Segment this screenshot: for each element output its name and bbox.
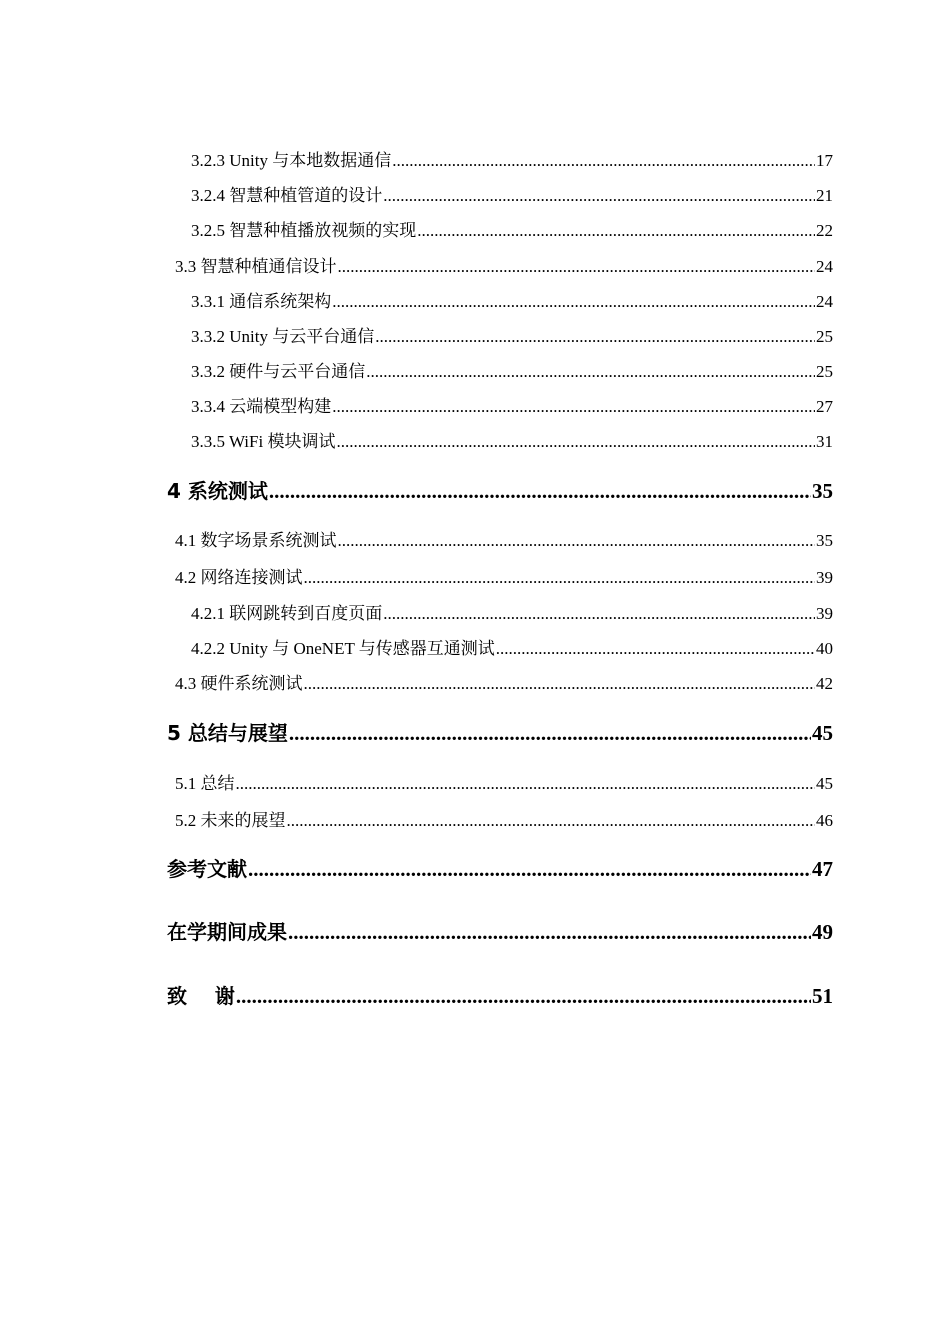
- toc-leader: [332, 292, 815, 312]
- toc-chapter-title: 在学期间成果: [167, 920, 287, 944]
- toc-entry[interactable]: [175, 563, 833, 588]
- toc-entry[interactable]: [191, 392, 833, 417]
- toc-entry[interactable]: [191, 634, 833, 659]
- toc-leader: [392, 151, 815, 171]
- toc-chapter-title: 参考文献: [167, 857, 247, 881]
- toc-page-number: 39: [816, 604, 833, 623]
- toc-leader: [338, 257, 816, 277]
- toc-page-number: 35: [816, 531, 833, 550]
- toc-leader: [304, 674, 816, 694]
- toc-entry-title: 4.2.1 联网跳转到百度页面: [191, 604, 383, 623]
- toc-entry[interactable]: [191, 357, 833, 382]
- toc-page-number: 24: [816, 292, 833, 311]
- toc-page-number: 46: [816, 811, 833, 830]
- toc-leader: [304, 568, 816, 588]
- toc-page-number: 42: [816, 674, 833, 693]
- toc-leader: [288, 920, 811, 945]
- toc-chapter[interactable]: [167, 475, 833, 504]
- toc-entry-title: 3.3.1 通信系统架构: [191, 292, 332, 311]
- toc-entry[interactable]: [175, 252, 833, 277]
- toc-entry-title: 5.1 总结: [175, 774, 235, 793]
- toc-leader: [375, 327, 815, 347]
- toc-page-number: 24: [816, 257, 833, 276]
- toc-entry-title: 3.3.2 硬件与云平台通信: [191, 362, 366, 381]
- toc-entry-title: 5.2 未来的展望: [175, 811, 286, 830]
- toc-entry[interactable]: [191, 427, 833, 452]
- toc-page-number: 51: [812, 984, 833, 1008]
- toc-page-number: 45: [816, 774, 833, 793]
- toc-entry-title: 3.2.3 Unity 与本地数据通信: [191, 151, 392, 170]
- toc-entry-title: 3.2.5 智慧种植播放视频的实现: [191, 221, 417, 240]
- toc-page-number: 45: [812, 721, 833, 745]
- toc-leader: [289, 721, 811, 746]
- toc-leader: [287, 811, 816, 831]
- toc-entry[interactable]: [175, 806, 833, 831]
- toc-entry[interactable]: [175, 669, 833, 694]
- toc-page-number: 31: [816, 432, 833, 451]
- toc-entry-title: 3.3.4 云端模型构建: [191, 397, 332, 416]
- toc-page-number: 22: [816, 221, 833, 240]
- toc-entry-title: 3.3 智慧种植通信设计: [175, 257, 337, 276]
- toc-entry[interactable]: [191, 599, 833, 624]
- toc-leader: [417, 221, 815, 241]
- toc-page-number: 40: [816, 639, 833, 658]
- toc-leader: [383, 186, 815, 206]
- toc-leader: [269, 479, 811, 504]
- toc-entry-title: 4.1 数字场景系统测试: [175, 531, 337, 550]
- toc-chapter[interactable]: [167, 717, 833, 746]
- toc-entry-title: 4.2.2 Unity 与 OneNET 与传感器互通测试: [191, 639, 495, 658]
- toc-entry-title: 3.3.2 Unity 与云平台通信: [191, 327, 375, 346]
- toc-page-number: 49: [812, 920, 833, 944]
- toc-entry[interactable]: [175, 769, 833, 794]
- toc-page-number: 35: [812, 479, 833, 503]
- toc-entry-title: 3.2.4 智慧种植管道的设计: [191, 186, 383, 205]
- toc-page-number: 39: [816, 568, 833, 587]
- toc-page-number: 25: [816, 362, 833, 381]
- toc-leader: [236, 774, 816, 794]
- toc-leader: [236, 984, 811, 1009]
- toc-leader: [338, 531, 816, 551]
- toc-page-number: 27: [816, 397, 833, 416]
- toc-leader: [366, 362, 815, 382]
- toc-entry-title: 3.3.5 WiFi 模块调试: [191, 432, 336, 451]
- toc-chapter-title: 致 谢: [167, 984, 235, 1008]
- toc-entry[interactable]: [191, 322, 833, 347]
- toc-chapter[interactable]: [167, 916, 833, 945]
- toc-page-number: 47: [812, 857, 833, 881]
- toc-leader: [496, 639, 815, 659]
- toc-leader: [248, 857, 811, 882]
- toc-entry[interactable]: [175, 526, 833, 551]
- toc-entry-title: 4.2 网络连接测试: [175, 568, 303, 587]
- toc-entry[interactable]: [191, 146, 833, 171]
- toc-page-number: 21: [816, 186, 833, 205]
- toc-leader: [332, 397, 815, 417]
- toc-chapter-title: 5 总结与展望: [167, 721, 288, 745]
- toc-entry-title: 4.3 硬件系统测试: [175, 674, 303, 693]
- toc-leader: [383, 604, 815, 624]
- toc-page-number: 17: [816, 151, 833, 170]
- toc-leader: [336, 432, 815, 452]
- toc-entry[interactable]: [191, 181, 833, 206]
- toc-page-number: 25: [816, 327, 833, 346]
- toc-chapter[interactable]: [167, 980, 833, 1009]
- toc-entry[interactable]: [191, 287, 833, 312]
- toc-entry[interactable]: [191, 216, 833, 241]
- toc-chapter[interactable]: [167, 853, 833, 882]
- toc-chapter-title: 4 系统测试: [167, 479, 268, 503]
